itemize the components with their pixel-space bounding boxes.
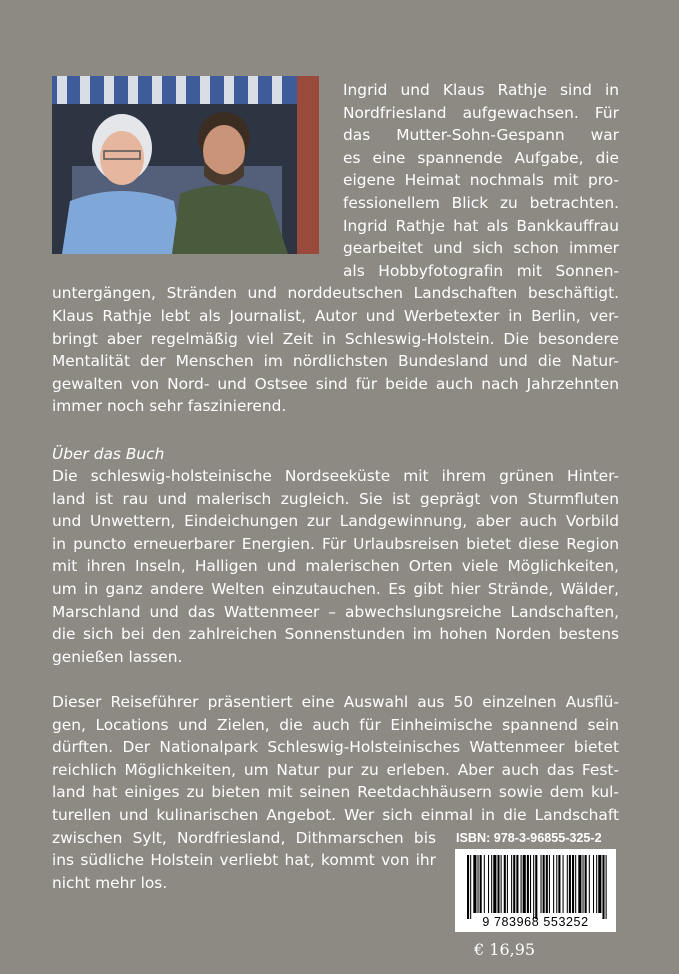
barcode — [455, 849, 616, 932]
barcode-bar — [516, 855, 518, 913]
barcode-bar — [585, 855, 587, 913]
about-line: genießen lassen. — [52, 647, 183, 666]
barcode-bar — [473, 855, 476, 913]
barcode-bar — [549, 855, 550, 913]
barcode-bar — [530, 855, 531, 913]
barcode-bar — [513, 855, 515, 913]
price: € 16,95 — [474, 940, 536, 959]
about-line: Marschland und das Wattenmeer – abwechslungsreiche Landschaften, — [52, 602, 619, 621]
about-line: dürften. Der Nationalpark Schleswig-Holsteinisches Wattenmeer bietet — [52, 738, 619, 757]
about-line: zwischen Sylt, Nordfriesland, Dithmarschen bis — [52, 828, 436, 847]
about-line: in puncto erneuerbarer Energien. Für Urlaubsreisen bietet diese Region — [52, 534, 619, 553]
author-bio-line: fessionellem Blick zu betrachten. — [343, 194, 619, 212]
about-line: Dieser Reiseführer präsentiert eine Auswahl aus 50 einzelnen Ausflü- — [52, 693, 619, 711]
barcode-bar — [598, 855, 601, 913]
barcode-bar — [467, 855, 469, 919]
barcode-bar — [563, 855, 564, 913]
about-heading: Über das Buch — [52, 445, 165, 463]
about-line: und Unwettern, Eindeichungen zur Landgewinnung, aber auch Vorbild — [52, 512, 619, 531]
about-line: ins südliche Holstein verliebt hat, kommt von ihr — [52, 851, 436, 870]
barcode-bar — [488, 855, 489, 913]
author-bio-line: untergängen, Stränden und norddeutschen Landschaften beschäftigt. — [52, 284, 619, 303]
author-bio-line: immer noch sehr faszinierend. — [52, 397, 287, 416]
isbn-label: ISBN: 978-3-96855-325-2 — [456, 831, 602, 845]
author-bio-line: das Mutter-Sohn-Gespann war — [343, 126, 619, 145]
barcode-bar — [575, 855, 576, 913]
barcode-bar — [501, 855, 502, 913]
about-line: gen, Locations und Zielen, die auch für Einheimische spannend sein — [52, 715, 619, 734]
about-line: land ist rau und malerisch zugleich. Sie ist geprägt von Sturmfluten — [52, 489, 619, 508]
author-bio-line: gewalten von Nord- und Ostsee sind für beide auch nach Jahrzehnten — [52, 374, 619, 393]
barcode-bar — [521, 855, 522, 913]
barcode-bar — [543, 855, 545, 913]
about-line: reichlich Möglichkeiten, um Natur pur zu erleben. Aber auch das Fest- — [52, 760, 619, 779]
barcode-bar — [569, 855, 571, 913]
barcode-bar — [553, 855, 554, 913]
author-bio-line: Ingrid Rathje hat als Bankkauffrau — [343, 216, 619, 235]
author-bio-line: Nordfriesland aufgewachsen. Für — [343, 103, 619, 122]
barcode-bar — [493, 855, 496, 913]
author-bio-line: es eine spannende Aufgabe, die — [343, 148, 619, 167]
barcode-bar — [470, 855, 471, 919]
barcode-bar — [523, 855, 526, 913]
about-line: um in ganz andere Welten einzutauchen. Es gibt hier Strände, Wälder, — [52, 580, 619, 598]
barcode-digits: 9 783968 553252 — [482, 915, 589, 929]
about-line: Die schleswig-holsteinische Nordseeküste mit ihrem grünen Hinter- — [52, 467, 619, 485]
barcode-bar — [533, 855, 534, 919]
barcode-bar — [504, 855, 506, 913]
about-line: die sich bei den zahlreichen Sonnenstunden im hohen Norden bestens — [52, 625, 619, 644]
author-bio-line: gearbeitet und sich schon immer — [343, 239, 619, 258]
author-bio-line: Ingrid und Klaus Rathje sind in — [343, 81, 619, 99]
barcode-bar — [596, 855, 597, 913]
barcode-bar — [535, 855, 537, 919]
barcode-bar — [480, 855, 482, 913]
about-line: land hat einiges zu bieten mit seinen Reetdachhäusern sowie dem kul- — [52, 783, 619, 802]
author-photo — [52, 76, 319, 254]
barcode-bar — [589, 855, 590, 913]
barcode-bar — [602, 855, 604, 919]
barcode-bar — [578, 855, 581, 913]
barcode-bar — [497, 855, 499, 913]
about-line: turellen und kulinarischen Angebot. Wer sich einmal in die Landschaft — [52, 806, 619, 824]
barcode-bar — [511, 855, 512, 913]
author-bio-line: eigene Heimat nochmals mit pro- — [343, 171, 619, 190]
barcode-bar — [558, 855, 560, 913]
about-line: nicht mehr los. — [52, 873, 168, 892]
barcode-bar — [527, 855, 529, 913]
barcode-bar — [478, 855, 479, 913]
about-line: mit ihren Inseln, Halligen und malerischen Orten viele Möglichkeiten, — [52, 557, 619, 576]
author-bio-line: als Hobbyfotografin mit Sonnen- — [343, 261, 619, 280]
barcode-bar — [556, 855, 557, 913]
barcode-bar — [567, 855, 568, 913]
barcode-bar — [593, 855, 594, 913]
author-bio-line: Klaus Rathje lebt als Journalist, Autor und Werbetexter in Berlin, ver- — [52, 307, 619, 325]
barcode-bar — [572, 855, 574, 913]
barcode-bar — [606, 855, 607, 919]
barcode-bar — [491, 855, 492, 913]
barcode-bar — [546, 855, 548, 913]
barcode-bar — [484, 855, 485, 913]
barcode-bar — [583, 855, 584, 913]
barcode-bar — [507, 855, 508, 913]
author-bio-line: Mentalität der Menschen im nördlichsten Bundesland und die Natur- — [52, 352, 619, 371]
barcode-bar — [541, 855, 542, 913]
author-bio-line: bringt aber regelmäßig viel Zeit in Schleswig-Holstein. Die besondere — [52, 329, 619, 348]
